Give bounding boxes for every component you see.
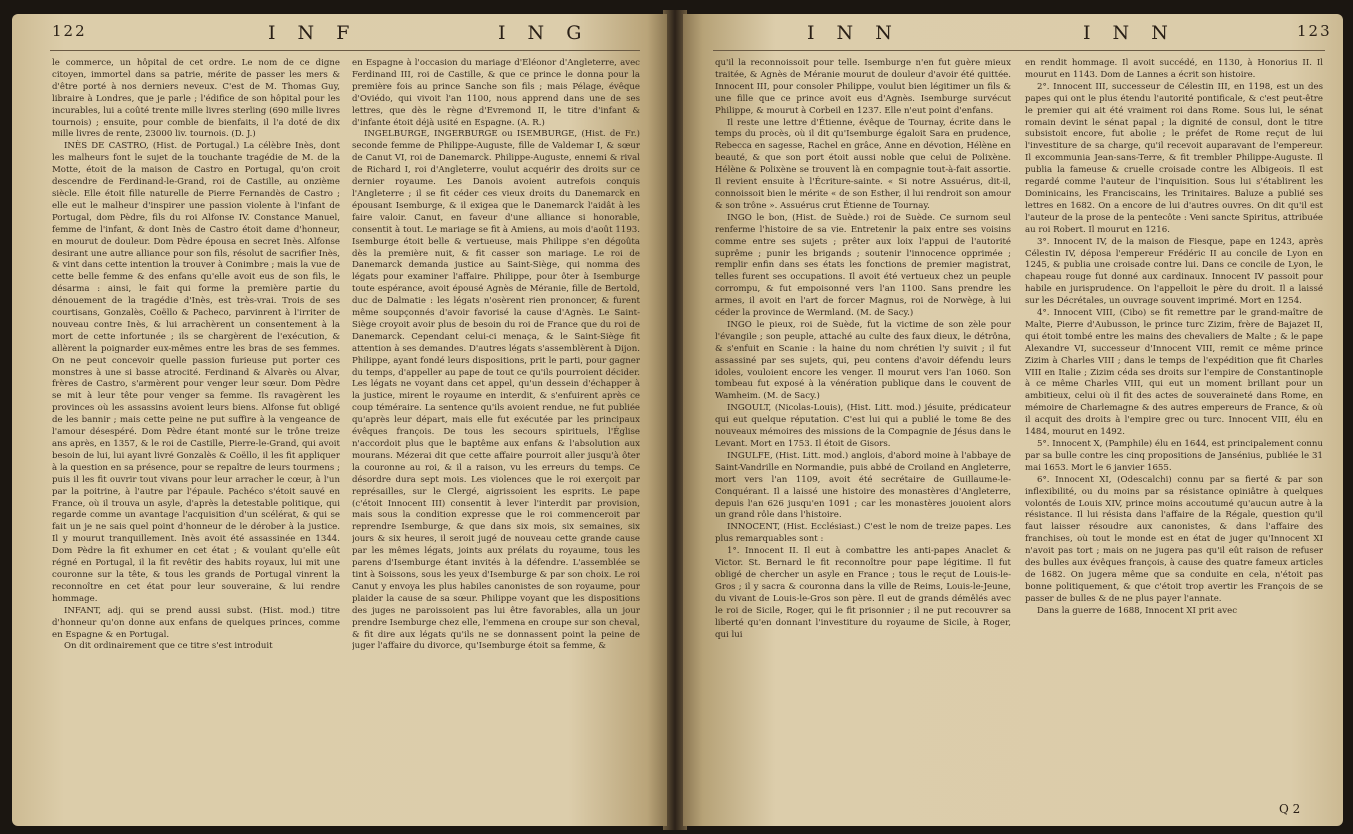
paragraph: 2°. Innocent III, successeur de Célestin III, en 1198, est un des papes qui ont le plus étendu l'autorité pontificale, & c'est peut-être le premier qui ait été vraiment roi dans Rome. Sous lui, le sénat romain devint le sénat papal ; la dignité de consul, dont le titre subsistoit encore, fut abolie ; le préfet de Rome reçut de lui l'investiture de sa charge, qu'il recevoit auparavant de l'empereur. Il excommunia Jean-sans-Terre, & fit trembler Philippe-Auguste. Il publia la fameuse & cruelle croisade contre les Albigeois. Il est regardé comme l'auteur de l'inquisition. Sous lui s'établirent les Dominicains, les Franciscains, les Trinitaires. Baluze a publié ses lettres en 1682. On a encore de lui d'autres ouvres. On dit qu'il est l'auteur de la prose de la pentecôte : Veni sancte Spiritus, attribuée au roi Robert. Il mourut en 1216.	[1025, 81, 1323, 235]
entry-infant: INFANT, adj. qui se prend aussi subst. (Hist. mod.) titre d'honneur qu'on donne aux enfans de quelques princes, comme en Espagne & en Portugal.	[52, 605, 340, 640]
entry-ingo-le-pieux: INGO le pieux, roi de Suède, fut la victime de son zèle pour l'évangile ; son peuple, attaché au culte des faux dieux, le détrôna, & s'enfuit en Scanie : la haine du nom chrétien l'y suivit ; il fut assassiné par ses sujets, qui, peu contens d'avoir défendu leurs idoles, vouloient encore les venger. Il mourut vers l'an 1060. Son tombeau fut exposé à la vénération publique dans le couvent de Wamheim. (M. de Sacy.)	[715, 319, 1011, 402]
left-column-2	[352, 58, 640, 810]
entry-ingoult: INGOULT, (Nicolas-Louis), (Hist. Litt. mod.) jésuite, prédicateur qui eut quelque réputation. C'est lui qui a publié le tome 8e des nouveaux mémoires des missions de la Compagnie de Jésus dans le Levant. Mort en 1753. Il étoit de Gisors.	[715, 403, 1011, 449]
right-page	[683, 14, 1343, 826]
paragraph: Dans la guerre de 1688, Innocent XI prit avec	[1037, 605, 1238, 616]
right-page-number: 123	[1297, 22, 1332, 40]
left-header	[12, 22, 667, 48]
right-column-1	[715, 58, 1011, 810]
paragraph: 3°. Innocent IV, de la maison de Fiesque, pape en 1243, après Célestin IV, déposa l'empereur Frédéric II au concile de Lyon en 1245, & publia une croisade contre lui. Dans ce concile de Lyon, le chapeau rouge fut donné aux cardinaux. Innocent IV passoit pour habile en jurisprudence. On l'appelloit le père du droit. Il a laissé sur les Décrétales, un ouvrage souvent imprimé. Mort en 1254.	[1025, 236, 1323, 307]
paragraph: 4°. Innocent VIII, (Cibo) se fit remettre par le grand-maître de Malte, Pierre d'Aubusson, le prince turc Zizim, frère de Bajazet II, qui étoit tombé entre les mains des chevaliers de Malte ; & le pape Alexandre VI, successeur d'Innocent VIII, remit ce même prince Zizim à Charles VIII ; dans le temps de l'expédition que fit Charles VIII en Italie ; Zizim céda ses droits sur l'empire de Constantinople à ce même Charles VIII, qui eut un moment brillant pour un ambitieux, celui où il fit des actes de souveraineté dans Rome, en mémoire de Charlemagne & des autres empereurs de France, & où il acquit des droits à l'empire grec ou turc. Innocent VIII, élu en 1484, mourut en 1492.	[1025, 308, 1323, 438]
right-column-2	[1025, 58, 1323, 810]
entry-ingulfe: INGULFE, (Hist. Litt. mod.) anglois, d'abord moine à l'abbaye de Saint-Vandrille en Normandie, puis abbé de Croiland en Angleterre, mort vers l'an 1109, avoit été secrétaire de Guillaume-le-Conquérant. Il a laissé une histoire des monastères d'Angleterre, depuis l'an 626 jusqu'en 1091 ; car les monastères jouoient alors un grand rôle dans l'histoire.	[715, 450, 1011, 521]
left-header-rule	[50, 50, 640, 51]
right-running-head-1: I N N	[807, 22, 900, 44]
paragraph: le commerce, un hôpital de cet ordre. Le nom de ce digne citoyen, immortel dans sa patrie, mérite de passer les mers & d'être porté à nos derniers neveux. C'est de M. Thomas Guy, libraire à Londres, que je parle ; l'édifice de son hôpital pour les incurables, lui a coûté trente mille livres sterling (690 mille livres tournois) ; ensuite, pour comble de bienfaits, il l'a doté de dix mille livres de rente, 23000 liv. tournois. (D. J.)	[52, 58, 340, 140]
entry-ines-de-castro: INÈS DE CASTRO, (Hist. de Portugal.) La célèbre Inès, dont les malheurs font le sujet de la touchante tragédie de M. de la Motte, étoit de la maison de Castro en Portugal, qu'on croit descendre de Ferdinand-le-Grand, roi de Castille, au onzième siècle. Elle étoit fille naturelle de Pierre Fernandès de Castro ; elle eut le malheur d'inspirer une passion violente à l'infant de Portugal, dom Pèdre, fils du roi Alfonse IV. Constance Manuel, femme de l'infant, & dont Inès de Castro étoit dame d'honneur, en mourut de douleur. Dom Pèdre épousa en secret Inès. Alfonse desirant une autre alliance pour son fils, résolut de sacrifier Inès, & vint dans cette intention la trouver à Conimbre ; mais la vue de cette belle femme & des enfans qu'elle avoit eus de son fils, le désarma : ainsi, le fait qui forme la première partie du dénouement de la tragédie d'Inès, est très-vrai. Trois de ses courtisans, Gonzalès, Coëllo & Pacheco, parvinrent à l'irriter de nouveau contre Inès, & lui arrachèrent un consentement à la mort de cette infortunée ; ils se chargèrent de l'exécution, & allèrent la poignarder eux-mêmes entre les bras de ses femmes. On ne peut concevoir quelle passion furieuse put porter ces monstres à une si basse atrocité. Ferdinand & Alvarès ou Alvar, frères de Castro, s'armèrent pour venger leur sœur. Dom Pèdre se mit à leur tête pour venger sa femme. Ils ravagèrent les provinces où les assassins avoient leurs biens. Alfonse fut obligé de les bannir ; mais cette peine ne put suffire à la vengeance de l'amour désespéré. Dom Pèdre étant monté sur le trône treize ans après, en 1357, & le roi de Castille, Pierre-le-Grand, qui avoit besoin de lui, lui ayant livré Gonzalès & Coëllo, il les fit appliquer à la question en sa présence, pour se repaître de leurs tourmens ; puis il les fit ouvrir tout vivans pour leur arracher le cœur, à l'un par la poitrine, à l'autre par l'épaule. Pachéco s'étoit sauvé en France, où il trouva un asyle, d'après la detestable politique, qui regarde comme un avantage l'acquisition d'un scélérat, & qui se fait un je ne sais quel point d'honneur de le dérober à la justice. Il y mourut tranquillement. Inès avoit été assassinée en 1344. Dom Pèdre la fit exhumer en cet état ; & voulant qu'elle eût régné en Portugal, il la fit revêtir des habits royaux, lui mit une couronne sur la tête, & tous les grands de Portugal vinrent la reconnoître en cet état pour leur souveraine, & lui rendre hommage.	[52, 141, 340, 604]
left-page-number: 122	[52, 22, 87, 40]
paragraph: 1°. Innocent II. Il eut à combattre les anti-papes Anaclet & Victor. St. Bernard le fit reconnoître pour pape légitime. Il fut obligé de chercher un asyle en France ; tous le reçut de Louis-le-Gros ; il y sacra & couronna dans la ville de Reims, Louis-le-Jeune, du vivant de Louis-le-Gros son père. Il eut de grands démêlés avec le roi de Sicile, Roger, qui le fit prisonnier ; il ne put recouvrer sa liberté qu'en donnant l'investiture du royaume de Sicile, à Roger, qui lui	[715, 546, 1011, 640]
paragraph: en rendit hommage. Il avoit succédé, en 1130, à Honorius II. Il mourut en 1143. Dom de Lannes a écrit son histoire.	[1025, 58, 1323, 80]
right-running-head-2: I N N	[1083, 22, 1176, 44]
right-header-rule	[713, 50, 1325, 51]
paragraph: en Espagne à l'occasion du mariage d'Éléonor d'Angleterre, avec Ferdinand III, roi de Castille, & que ce prince le donna pour la première fois au prince Sanche son fils ; mais Pélage, évêque d'Oviédo, qui vivoit l'an 1100, nous apprend dans une de ses lettres, que dès le règne d'Evremond II, le titre d'infant & d'infante étoit déjà usité en Espagne. (A. R.)	[352, 58, 640, 128]
entry-ingo-le-bon: INGO le bon, (Hist. de Suède.) roi de Suède. Ce surnom seul renferme l'histoire de sa vie. Entretenir la paix entre ses voisins comme entre ses sujets ; prêter aux loix l'appui de l'autorité suprême ; punir les brigands ; soutenir l'innocence opprimée ; remplir enfin dans ses états les fonctions de premier magistrat, telles furent ses occupations. Il avoit été vertueux chez un peuple corrompu, & fut empoisonné vers l'an 1100. Sans prendre les armes, il avoit en l'art de forcer Magnus, roi de Norwège, à lui céder la province de Wermland. (M. de Sacy.)	[715, 212, 1011, 319]
paragraph: 5°. Innocent X, (Pamphile) élu en 1644, est principalement connu par sa bulle contre les cinq propositions de Jansénius, publiée le 31 mai 1653. Mort le 6 janvier 1655.	[1025, 439, 1323, 473]
signature-mark: Q 2	[1279, 802, 1301, 816]
paragraph: 6°. Innocent XI, (Odescalchi) connu par sa fierté & par son inflexibilité, ou du moins par sa résistance opiniâtre à quelques volontés de Louis XIV, prince moins accoutumé qu'aucun autre à la résistance. Il lui résista dans l'affaire de la Régale, question qu'il faut laisser résoudre aux canonistes, & dans l'affaire des franchises, où tout le monde est en état de juger qu'Innocent XI n'avoit pas tort ; mais on ne jugera pas qu'il eût raison de refuser des bulles aux évêques françois, à cause des quatre fameux articles de 1682. On jugera même que sa conduite en cela, n'étoit pas bonne politiquement, & que c'étoit trop avertir les François de se passer de bulles & de ne plus payer l'annate.	[1025, 474, 1323, 604]
paragraph: qu'il la reconnoissoit pour telle. Isemburge n'en fut guère mieux traitée, & Agnès de Méranie mourut de douleur d'avoir été quittée. Innocent III, pour consoler Philippe, voulut bien légitimer un fils & une fille que ce prince avoit eus d'Agnès. Isemburge survécut Philippe, & mourut à Corbeil en 1237. Elle n'eut point d'enfans.	[715, 58, 1011, 116]
entry-ingelburge: INGELBURGE, INGERBURGE ou ISEMBURGE, (Hist. de Fr.) seconde femme de Philippe-Auguste, fille de Valdemar I, & sœur de Canut VI, roi de Danemarck. Philippe-Auguste, ennemi & rival de Richard I, roi d'Angleterre, voulut acquérir des droits sur ce dernier royaume. Les Danois avoient autrefois conquis l'Angleterre ; il se fit céder ces vieux droits du Danemarck en épousant Isemburge, & il exigea que le Danemarck l'aidât à les faire valoir. Canut, en faveur d'une alliance si honorable, consentit à tout. Le mariage se fit à Amiens, au mois d'août 1193. Isemburge étoit belle & vertueuse, mais Philippe s'en dégoûta dès la première nuit, & fit casser son mariage. Le roi de Danemarck demanda justice au Saint-Siège, qui nomma des légats pour examiner l'affaire. Philippe, pour ôter à Isemburge toute espérance, avoit épousé Agnès de Méranie, fille de Bertold, duc de Dalmatie : les légats n'osèrent rien prononcer, & furent même soupçonnés d'avoir favorisé la cause d'Agnès. Le Saint-Siège croyoit avoir plus de besoin du roi de France que du roi de Danemarck. Cependant celui-ci menaça, & le Saint-Siège fit attention à ses demandes. D'autres légats s'assemblèrent à Dijon. Philippe, ayant fondé leurs dispositions, prit le parti, pour gagner du temps, d'appeller au pape de tout ce qu'ils pourroient décider. Les légats ne voyant dans cet appel, qu'un dessein d'échapper à la justice, mirent le royaume en interdit, & s'enfuirent après ce coup téméraire. La sentence qu'ils avoient rendue, ne fut publiée qu'après leur départ, mais elle fut exécutée par les principaux évêques françois. De tous les secours spirituels, l'Église n'accordoit plus que le baptême aux enfans & l'absolution aux mourans. Mézerai dit que cette affaire pourroit aller jusqu'à ôter la couronne au roi, & il a raison, vu les erreurs du temps. Ce désordre dura sept mois. Les violences que le roi exerçoit par représailles, sur le Clergé, aigrissoient les esprits. Le pape (c'étoit Innocent III) consentit à lever l'interdit par provision, mais sous la condition expresse que le roi commenceroit par reprendre Isemburge, & que dans six mois, six semaines, six jours & six heures, il seroit jugé de nouveau cette grande cause par les mêmes légats, joints aux prélats du royaume, tous les parens d'Isemburge étant invités à la défendre. L'assemblée se tint à Soissons, sous les yeux d'Isemburge & par son choix. Le roi Canut y envoya les plus habiles canonistes de son royaume, pour plaider la cause de sa sœur. Philippe voyant que les dispositions des juges ne paroissoient pas lui être favorables, alla un jour prendre Isemburge chez elle, l'emmena en croupe sur son cheval, & fit dire aux légats qu'ils ne se donnassent point la peine de juger l'affaire du divorce, qu'Isemburge étoit sa femme, &	[352, 129, 640, 652]
left-running-head-2: I N G	[498, 22, 590, 44]
paragraph: On dit ordinairement que ce titre s'est introduit	[64, 641, 273, 652]
right-header	[683, 22, 1343, 48]
paragraph: Il reste une lettre d'Étienne, évêque de Tournay, écrite dans le temps du procès, où il dit qu'Isemburge égaloit Sara en prudence, Rebecca en sagesse, Rachel en grâce, Anne en dévotion, Hélène en beauté, & que son port étoit aussi noble que celui de Polixène. Hélène & Polixène se trouvent là en compagnie tout-à-fait assortie. Il revient ensuite à l'Écriture-sainte. « Si notre Assuérus, dit-il, connoissoit bien le mérite « de son Esther, il lui rendroit son amour & son trône ». Assuérus crut Étienne de Tournay.	[715, 117, 1011, 211]
left-column-1	[52, 58, 340, 810]
left-running-head-1: I N F	[268, 22, 358, 44]
entry-innocent: INNOCENT, (Hist. Ecclésiast.) C'est le nom de treize papes. Les plus remarquables sont :	[715, 522, 1011, 545]
left-page	[12, 14, 667, 826]
